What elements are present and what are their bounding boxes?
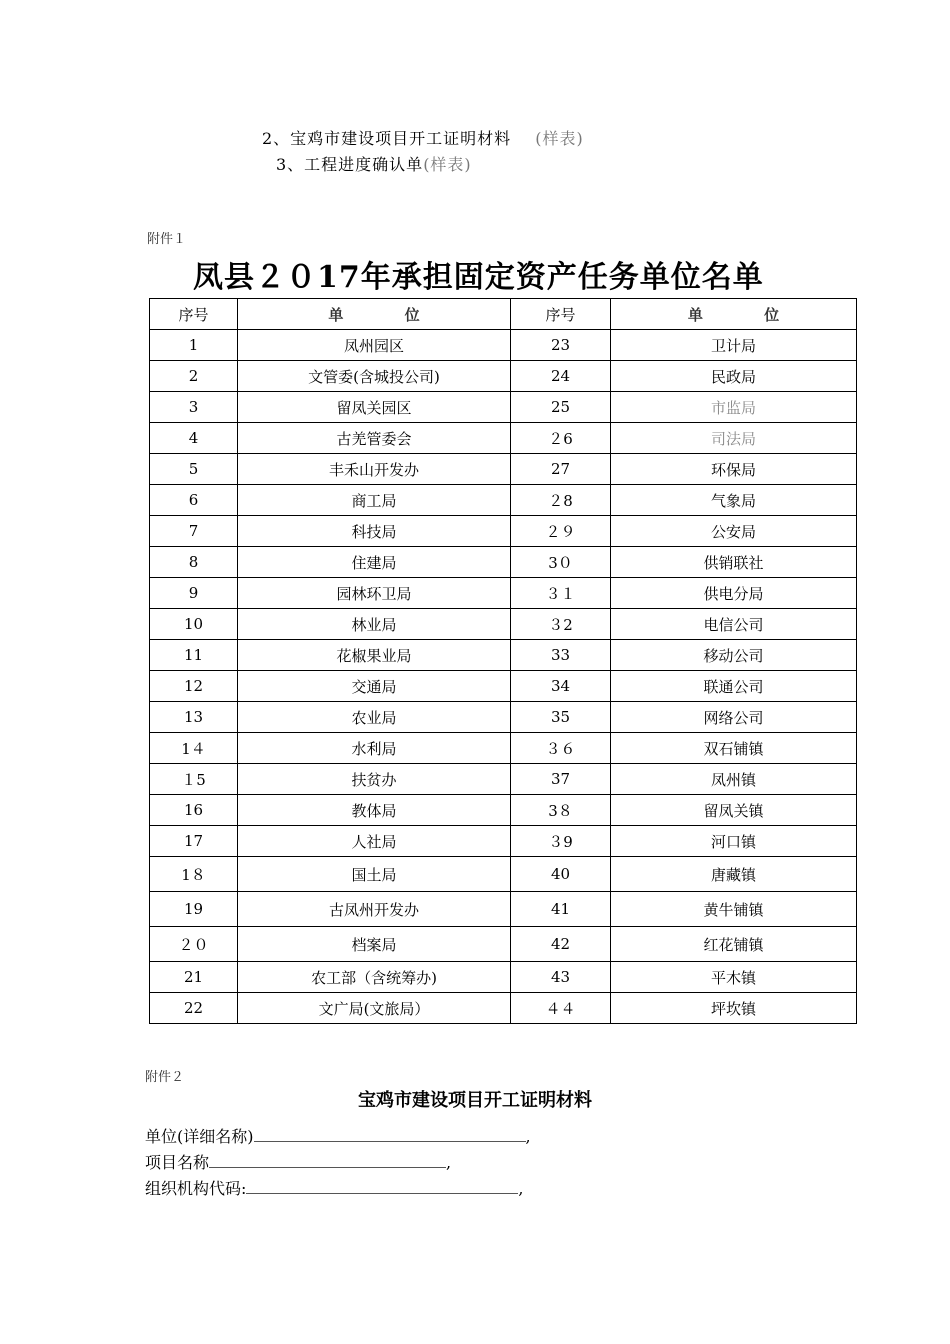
cell-unit-right: 环保局 — [611, 454, 857, 485]
cell-index-left: 13 — [150, 702, 238, 733]
table-row — [150, 993, 857, 1024]
cell-unit-right: 气象局 — [611, 485, 857, 516]
cell-unit-left: 人社局 — [238, 826, 511, 857]
table-row — [150, 962, 857, 993]
unit-name-label: 单位(详细名称) — [145, 1127, 254, 1146]
cell-index-left: 5 — [150, 454, 238, 485]
cell-index-right: ２8 — [511, 485, 611, 516]
cell-unit-right: 平木镇 — [611, 962, 857, 993]
header-index-1: 序号 — [150, 299, 238, 330]
cell-unit-left: 文管委(含城投公司) — [238, 361, 511, 392]
cell-unit-left: 农业局 — [238, 702, 511, 733]
cell-index-right: 24 — [511, 361, 611, 392]
cell-index-right: 42 — [511, 927, 611, 962]
cell-unit-left: 凤州园区 — [238, 330, 511, 361]
cell-unit-left: 园林环卫局 — [238, 578, 511, 609]
cell-unit-left: 林业局 — [238, 609, 511, 640]
cell-index-right: 40 — [511, 857, 611, 892]
unit-name-end: , — [525, 1127, 531, 1146]
table-row — [150, 857, 857, 892]
cell-unit-right: 双石铺镇 — [611, 733, 857, 764]
cell-index-right: ３9 — [511, 826, 611, 857]
table-row — [150, 392, 857, 423]
cell-index-right: ３１ — [511, 578, 611, 609]
table-row — [150, 795, 857, 826]
header-unit-2: 单 位 — [611, 299, 857, 330]
table-row — [150, 609, 857, 640]
cell-unit-right: 留凤关镇 — [611, 795, 857, 826]
cell-index-left: 7 — [150, 516, 238, 547]
intro-line-2-note: (样表) — [535, 129, 584, 148]
table-header-row — [150, 299, 857, 330]
header-index-2: 序号 — [511, 299, 611, 330]
cell-unit-right: 凤州镇 — [611, 764, 857, 795]
cell-index-left: 3 — [150, 392, 238, 423]
cell-unit-left: 档案局 — [238, 927, 511, 962]
cell-index-right: 3０ — [511, 547, 611, 578]
cell-index-left: 16 — [150, 795, 238, 826]
cell-unit-left: 留凤关园区 — [238, 392, 511, 423]
cell-index-left: ２０ — [150, 927, 238, 962]
cell-unit-left: 教体局 — [238, 795, 511, 826]
cell-index-right: ２6 — [511, 423, 611, 454]
table-body — [150, 330, 857, 1024]
attachment-2-label: 附件２ — [145, 1070, 185, 1085]
cell-index-right: 35 — [511, 702, 611, 733]
attachment-1-label: 附件１ — [147, 232, 187, 247]
cell-index-right: 33 — [511, 640, 611, 671]
cell-index-left: 17 — [150, 826, 238, 857]
cell-unit-right: 供电分局 — [611, 578, 857, 609]
cell-index-left: 2 — [150, 361, 238, 392]
cell-unit-left: 文广局(文旅局） — [238, 993, 511, 1024]
cell-index-right: ４４ — [511, 993, 611, 1024]
cell-index-right: 43 — [511, 962, 611, 993]
cell-unit-left: 住建局 — [238, 547, 511, 578]
table-row — [150, 454, 857, 485]
cell-unit-left: 交通局 — [238, 671, 511, 702]
table-row — [150, 927, 857, 962]
table-row — [150, 733, 857, 764]
cell-index-right: ２９ — [511, 516, 611, 547]
intro-line-3 — [276, 152, 472, 175]
cell-index-left: 8 — [150, 547, 238, 578]
cell-index-right: 41 — [511, 892, 611, 927]
table-row — [150, 892, 857, 927]
cell-unit-right: 卫计局 — [611, 330, 857, 361]
org-code-end: , — [518, 1179, 524, 1198]
table-row — [150, 330, 857, 361]
cell-index-left: 19 — [150, 892, 238, 927]
cell-unit-right: 民政局 — [611, 361, 857, 392]
project-name-blank[interactable] — [209, 1151, 446, 1168]
project-name-end: , — [446, 1153, 452, 1172]
table-row — [150, 640, 857, 671]
table-row — [150, 423, 857, 454]
cell-index-right: 25 — [511, 392, 611, 423]
cell-unit-right: 联通公司 — [611, 671, 857, 702]
cell-index-left: 11 — [150, 640, 238, 671]
cell-index-left: 1８ — [150, 857, 238, 892]
cell-index-left: 12 — [150, 671, 238, 702]
cell-index-left: 1 — [150, 330, 238, 361]
cell-unit-left: 花椒果业局 — [238, 640, 511, 671]
header-unit-1: 单 位 — [238, 299, 511, 330]
table-row — [150, 547, 857, 578]
cell-unit-right: 司法局 — [611, 423, 857, 454]
cell-index-right: 23 — [511, 330, 611, 361]
cell-unit-right: 坪坎镇 — [611, 993, 857, 1024]
table-row — [150, 671, 857, 702]
unit-name-blank[interactable] — [254, 1125, 526, 1142]
cell-index-left: 6 — [150, 485, 238, 516]
units-table — [149, 298, 857, 1024]
org-code-field — [145, 1176, 524, 1199]
cell-index-right: ３2 — [511, 609, 611, 640]
table-row — [150, 702, 857, 733]
cell-unit-right: 供销联社 — [611, 547, 857, 578]
org-code-label: 组织机构代码: — [145, 1179, 247, 1198]
cell-index-left: 9 — [150, 578, 238, 609]
cell-index-right: 37 — [511, 764, 611, 795]
cell-unit-right: 电信公司 — [611, 609, 857, 640]
page-title: 凤县２０17年承担固定资产任务单位名单 — [193, 260, 764, 295]
cell-unit-right: 红花铺镇 — [611, 927, 857, 962]
table-row — [150, 578, 857, 609]
cell-index-left: 1４ — [150, 733, 238, 764]
intro-line-3-note: (样表) — [423, 155, 472, 174]
cell-index-left: １5 — [150, 764, 238, 795]
cell-unit-left: 农工部（含统筹办) — [238, 962, 511, 993]
cell-unit-right: 唐藏镇 — [611, 857, 857, 892]
section-2-title: 宝鸡市建设项目开工证明材料 — [358, 1090, 592, 1111]
table-row — [150, 485, 857, 516]
intro-line-2-text: 2、宝鸡市建设项目开工证明材料 — [262, 129, 512, 148]
cell-unit-left: 古羌管委会 — [238, 423, 511, 454]
cell-unit-left: 国土局 — [238, 857, 511, 892]
table-row — [150, 764, 857, 795]
cell-index-right: 34 — [511, 671, 611, 702]
cell-index-right: ３６ — [511, 733, 611, 764]
cell-unit-left: 古凤州开发办 — [238, 892, 511, 927]
intro-line-3-text: 3、工程进度确认单 — [276, 155, 424, 174]
cell-unit-left: 扶贫办 — [238, 764, 511, 795]
cell-unit-right: 河口镇 — [611, 826, 857, 857]
table-row — [150, 826, 857, 857]
cell-unit-right: 网络公司 — [611, 702, 857, 733]
cell-unit-right: 市监局 — [611, 392, 857, 423]
table-row — [150, 516, 857, 547]
cell-index-left: 4 — [150, 423, 238, 454]
cell-index-left: 10 — [150, 609, 238, 640]
intro-line-2 — [262, 126, 584, 149]
cell-unit-left: 科技局 — [238, 516, 511, 547]
project-name-label: 项目名称 — [145, 1153, 210, 1172]
cell-unit-left: 商工局 — [238, 485, 511, 516]
project-name-field — [145, 1150, 451, 1173]
cell-index-left: 21 — [150, 962, 238, 993]
cell-unit-right: 黄牛铺镇 — [611, 892, 857, 927]
cell-index-right: 3８ — [511, 795, 611, 826]
cell-unit-right: 移动公司 — [611, 640, 857, 671]
cell-index-right: 27 — [511, 454, 611, 485]
cell-index-left: 22 — [150, 993, 238, 1024]
cell-unit-left: 丰禾山开发办 — [238, 454, 511, 485]
cell-unit-left: 水利局 — [238, 733, 511, 764]
unit-name-field — [145, 1124, 531, 1147]
org-code-blank[interactable] — [246, 1177, 518, 1194]
table-row — [150, 361, 857, 392]
cell-unit-right: 公安局 — [611, 516, 857, 547]
